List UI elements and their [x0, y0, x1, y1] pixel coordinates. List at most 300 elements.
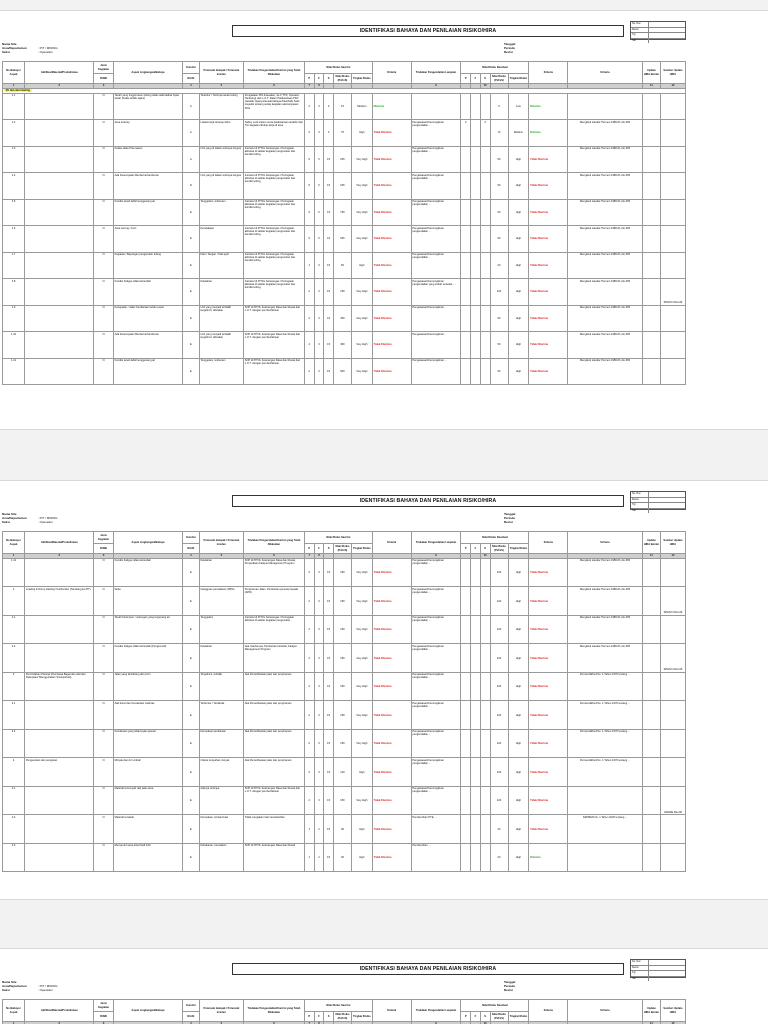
residual-s	[480, 615, 490, 644]
residual-f	[471, 786, 481, 815]
potential-impact: Kelelahan	[199, 279, 243, 306]
current-risk-value: 150	[333, 279, 351, 306]
potential-impact: Tenggelam, terbenam	[199, 199, 243, 226]
current-risk-value: 500	[333, 358, 351, 385]
residual-risk-value: 120	[490, 644, 508, 673]
residual-risk-value: 50	[490, 332, 508, 359]
existing-control: Instruksi di PITOL Keterangan / Peringatan aktivitas di sekitar kegiatan pengerukan dan kondisi tebing	[243, 146, 304, 173]
column-number: 5	[199, 1022, 243, 1024]
current-p: 2	[304, 729, 314, 758]
column-number: 12	[660, 554, 685, 559]
current-risk-value: 625	[333, 226, 351, 253]
document-meta-box: No. Doc Revisi Tgl. Hal	[630, 491, 686, 510]
current-s: 15	[324, 558, 334, 587]
col-header: F	[471, 544, 481, 554]
activity-cell	[25, 843, 94, 872]
current-criteria: Tidak Diterima	[372, 729, 411, 758]
current-s: 15	[324, 279, 334, 306]
document-meta-box: No. Doc Revisi Tgl. Hal	[630, 959, 686, 978]
residual-p	[461, 843, 471, 872]
current-risk-value: 75	[333, 120, 351, 147]
col-header: Aspek Lingkungan/Bahaya	[113, 532, 182, 554]
col-header: Nilai Risiko (PxFxS)	[490, 544, 508, 554]
current-risk-level: Very High	[351, 332, 372, 359]
col-header: P	[461, 74, 471, 84]
current-s: 15	[324, 786, 334, 815]
column-number: 5	[199, 554, 243, 559]
further-control: Pengawasan/Kemungkinan pengendalian ...	[411, 672, 461, 701]
hazard-row	[3, 332, 686, 359]
hazard-number: 1.8	[3, 279, 25, 306]
condition-cell: A	[183, 120, 200, 147]
residual-p	[461, 587, 471, 616]
hira-update	[642, 305, 660, 332]
further-control: Pengawasan/Kemungkinan pengendalian ...	[411, 226, 461, 253]
hazard-number: 1.6	[3, 226, 25, 253]
residual-risk-value: 50	[490, 173, 508, 200]
further-control: Pembersihan ...	[411, 843, 461, 872]
document-title: IDENTIFIKASI BAHAYA DAN PENILAIAN RISIKO/HIRA	[232, 495, 624, 507]
col-header: Potensial dampak / Potensial insiden	[199, 62, 243, 84]
current-p: 2	[304, 358, 314, 385]
current-s: 15	[324, 252, 334, 279]
further-control: Pengawasan/Kemungkinan ...	[411, 358, 461, 385]
residual-risk-level: High	[508, 146, 529, 173]
column-number: 1	[3, 1022, 25, 1024]
existing-control: Pengadaan PIN dirasakan, ALJ (TTR, Operator, Tambang) dari L.O.T. dalam Pelaksanaan PKP (setelah rapat potensial bahaya ditambah) hasil inspeksi tentang setiap kegiatan alat karyawan KKH	[243, 93, 304, 120]
residual-f	[471, 729, 481, 758]
col-header: Nilai Risiko Residual	[461, 62, 529, 74]
hazard-row	[3, 226, 686, 253]
col-header: Tindakan Pengendalian Lanjutan	[411, 62, 461, 84]
regulation-criteria	[568, 786, 643, 815]
col-header: P	[461, 544, 471, 554]
hazard-aspect: Kondisi Fatigue tidak terkendali	[113, 279, 182, 306]
condition-cell: E	[183, 332, 200, 359]
residual-risk-level: High	[508, 786, 529, 815]
hazard-row	[3, 587, 686, 616]
activity-cell	[25, 146, 94, 173]
col-header: Nilai Risiko (PxFxS)	[333, 74, 351, 84]
current-criteria: Tidak Diterima	[372, 615, 411, 644]
residual-s	[480, 786, 490, 815]
current-risk-value: 30	[333, 843, 351, 872]
hira-table	[2, 61, 686, 385]
condition-cell: E	[183, 843, 200, 872]
update-source	[660, 252, 685, 279]
hazard-row	[3, 93, 686, 120]
residual-risk-value: 20	[490, 815, 508, 844]
col-header: Jenis Kegiatan	[94, 62, 113, 74]
current-risk-value: 15	[333, 93, 351, 120]
residual-risk-value: 50	[490, 226, 508, 253]
document-page-3	[0, 948, 768, 1024]
current-s: 15	[324, 843, 334, 872]
current-p: 2	[304, 786, 314, 815]
current-f: 3	[314, 729, 324, 758]
hira-update	[642, 358, 660, 385]
regulation-criteria: Mengikuti standar Permen 1986-PL-No.456	[568, 120, 643, 147]
hazard-number: 3.1	[3, 701, 25, 730]
residual-risk-value: 60	[490, 199, 508, 226]
routine-cell: N	[94, 358, 113, 385]
hira-update	[642, 146, 660, 173]
residual-f	[471, 279, 481, 306]
current-f: 3	[314, 701, 324, 730]
update-source	[660, 120, 685, 147]
hira-update	[642, 226, 660, 253]
residual-risk-level: High	[508, 615, 529, 644]
residual-p	[461, 199, 471, 226]
activity-cell	[25, 786, 94, 815]
hazard-number: 1.9	[3, 305, 25, 332]
hira-update	[642, 758, 660, 787]
column-number: 1	[3, 554, 25, 559]
potential-impact: Tenggelam	[199, 615, 243, 644]
condition-cell: E	[183, 672, 200, 701]
regulation-criteria: Mengikuti standar Permen 1986-PL-No.456	[568, 252, 643, 279]
current-risk-level: Very High	[351, 615, 372, 644]
hazard-aspect: Kondisi Fatigue tidak terkendali (Pengemudi)	[113, 644, 182, 673]
current-f: 3	[314, 358, 324, 385]
potential-impact: Unit yang menjadi terbalik/ tergelincir, tabrakan	[199, 305, 243, 332]
residual-risk-value: 120	[490, 587, 508, 616]
current-s: 3	[324, 93, 334, 120]
regulation-criteria: Permendikbud No. 1 Tahun 1970 tentang ...	[568, 758, 643, 787]
current-s: 3	[324, 120, 334, 147]
col-header: Nilai Risiko (PxFxS)	[490, 1012, 508, 1022]
column-number: 10	[480, 1022, 490, 1024]
col-header: P	[461, 1012, 471, 1022]
col-header: R/N/E	[94, 544, 113, 554]
col-header: Nilai Risiko Residual	[461, 532, 529, 544]
potential-impact: Cidera tumpahan minyak	[199, 758, 243, 787]
further-control	[411, 93, 461, 120]
current-risk-level: Very High	[351, 701, 372, 730]
existing-control: Safety Lock sistem serta pelaksanaan terakhir dari Tim kegiatan ditutup kerja di area	[243, 120, 304, 147]
current-f: 3	[314, 305, 324, 332]
potential-impact: Terbentur / Tertabrak	[199, 701, 243, 730]
current-s: 15	[324, 226, 334, 253]
hira-update	[642, 252, 660, 279]
residual-criteria: Tidak Diterima	[529, 786, 568, 815]
activity-cell	[25, 729, 94, 758]
routine-cell: N	[94, 279, 113, 306]
hazard-row	[3, 701, 686, 730]
update-source	[660, 729, 685, 758]
condition-cell: E	[183, 729, 200, 758]
col-header: Tingkat Risiko	[508, 1012, 529, 1022]
potential-impact: Kecelakaan	[199, 226, 243, 253]
hazard-number: 2.1	[3, 615, 25, 644]
current-p: 5	[304, 146, 314, 173]
current-risk-level: Very High	[351, 558, 372, 587]
col-header: Jenis Kegiatan	[94, 532, 113, 544]
residual-p	[461, 279, 471, 306]
column-number: 4	[183, 84, 200, 89]
col-header: F	[314, 74, 324, 84]
update-source	[660, 615, 685, 644]
column-number: 6	[243, 1022, 304, 1024]
current-f: 2	[314, 843, 324, 872]
col-header: S	[480, 544, 490, 554]
current-criteria: Tidak Diterima	[372, 644, 411, 673]
residual-p	[461, 758, 471, 787]
regulation-criteria: Mengikuti standar Permen 1986-PL-No.456	[568, 358, 643, 385]
activity-cell	[25, 199, 94, 226]
hazard-row	[3, 758, 686, 787]
col-header: P	[304, 74, 314, 84]
residual-risk-value: 50	[490, 305, 508, 332]
current-p: 2	[304, 701, 314, 730]
current-p: 4	[304, 332, 314, 359]
condition-cell: E	[183, 587, 200, 616]
residual-risk-level: High	[508, 558, 529, 587]
col-header: Kriteria	[529, 1000, 568, 1022]
potential-impact: Unit yang di dalam tertimpa longsor	[199, 146, 243, 173]
residual-risk-level: Medium	[508, 120, 529, 147]
residual-f	[471, 173, 481, 200]
potential-impact: Unit yang di dalam tertimpa longsor	[199, 173, 243, 200]
current-s: 15	[324, 701, 334, 730]
col-header: Tingkat Risiko	[351, 544, 372, 554]
hazard-number: 1.11	[3, 358, 25, 385]
current-risk-value: 625	[333, 173, 351, 200]
hira-update	[642, 843, 660, 872]
condition-cell: E	[183, 701, 200, 730]
existing-control: Alat Pemeliharaan jalan dan penyiraman	[243, 701, 304, 730]
current-risk-level: Very High	[351, 279, 372, 306]
hazard-number: 2.2	[3, 644, 25, 673]
current-risk-value: 150	[333, 701, 351, 730]
condition-cell: E	[183, 305, 200, 332]
col-header: Aspek Lingkungan/Bahaya	[113, 1000, 182, 1022]
col-header: Kriteria	[529, 532, 568, 554]
residual-s	[480, 226, 490, 253]
potential-impact: Kaki / Tangan / Kaki jepit	[199, 252, 243, 279]
hira-update	[642, 279, 660, 306]
current-criteria: Tidak Diterima	[372, 279, 411, 306]
current-risk-level: High	[351, 815, 372, 844]
current-risk-level: Very High	[351, 199, 372, 226]
hazard-number: 2	[3, 587, 25, 616]
residual-risk-level: Low	[508, 93, 529, 120]
routine-cell: N	[94, 672, 113, 701]
residual-s	[480, 358, 490, 385]
potential-impact: Terkubur / Tertimpa tanah tebing	[199, 93, 243, 120]
col-header: Tindakan Pengendalian Lanjutan	[411, 532, 461, 554]
update-source	[660, 558, 685, 587]
condition-cell: E	[183, 644, 200, 673]
current-risk-value: 150	[333, 558, 351, 587]
current-p: 2	[304, 672, 314, 701]
col-header: Kondisi	[183, 532, 200, 544]
hazard-number: 1.5	[3, 199, 25, 226]
residual-risk-value: 20	[490, 252, 508, 279]
column-number: 4	[183, 554, 200, 559]
current-s: 15	[324, 587, 334, 616]
col-header: Nilai Risiko Saat Ini	[304, 532, 372, 544]
residual-f	[471, 701, 481, 730]
residual-risk-value: 50	[490, 146, 508, 173]
residual-risk-level: High	[508, 252, 529, 279]
hira-update	[642, 701, 660, 730]
activity-cell	[25, 173, 94, 200]
current-criteria: Tidak Diterima	[372, 305, 411, 332]
residual-criteria: Tidak Diterima	[529, 672, 568, 701]
current-criteria: Tidak Diterima	[372, 173, 411, 200]
condition-cell: N	[183, 173, 200, 200]
current-risk-value: 750	[333, 199, 351, 226]
hira-table	[2, 531, 686, 872]
hazard-row	[3, 173, 686, 200]
current-p: 2	[304, 587, 314, 616]
current-f: 3	[314, 758, 324, 787]
current-risk-value: 30	[333, 815, 351, 844]
condition-cell: E	[183, 786, 200, 815]
routine-cell: N	[94, 843, 113, 872]
col-header: No Bahaya / Aspek	[3, 62, 25, 84]
hazard-aspect: Ada Kesempatan Benda berhamburan	[113, 332, 182, 359]
residual-risk-level: High	[508, 815, 529, 844]
residual-criteria: Tidak Diterima	[529, 305, 568, 332]
column-number: 8	[314, 1022, 324, 1024]
document-right-meta: Tanggal Periode Revisi	[504, 512, 516, 525]
hazard-row	[3, 146, 686, 173]
col-header: Nilai Risiko Saat Ini	[304, 62, 372, 74]
existing-control: Alat Pemeliharaan jalan dan penyiraman	[243, 729, 304, 758]
residual-risk-level: High	[508, 758, 529, 787]
update-source	[660, 305, 685, 332]
hira-update	[642, 786, 660, 815]
existing-control: Alat Pemeliharaan jalan dan penyiraman	[243, 672, 304, 701]
hazard-row	[3, 199, 686, 226]
residual-criteria: Tidak Diterima	[529, 758, 568, 787]
hazard-row	[3, 672, 686, 701]
further-control: Pengawasan/Kemungkinan pengendalian ...	[411, 173, 461, 200]
update-source: SPA/KCI Rev.06	[660, 279, 685, 306]
current-risk-level: High	[351, 120, 372, 147]
col-header: Sumber Update HIRA	[660, 1000, 685, 1022]
column-number: 11	[642, 84, 660, 89]
hazard-row	[3, 815, 686, 844]
existing-control: Instruksi di PITOL Keterangan / Peringatan aktivitas di sekitar kegiatan pengerukan dan kondisi tebing	[243, 199, 304, 226]
col-header: Aktifitas/Material/Produk/Jasa	[25, 1000, 94, 1022]
current-criteria: Tidak Diterima	[372, 843, 411, 872]
hira-update	[642, 672, 660, 701]
current-risk-value: 150	[333, 615, 351, 644]
activity-cell	[25, 558, 94, 587]
routine-cell: N	[94, 199, 113, 226]
col-header: Update HIRA Bentar	[642, 62, 660, 84]
routine-cell: N	[94, 93, 113, 120]
column-number: 6	[243, 84, 304, 89]
current-s: 15	[324, 815, 334, 844]
hazard-number: 3.2	[3, 729, 25, 758]
col-header: Tindakan Pengendalian Lanjutan	[411, 1000, 461, 1022]
hazard-aspect: Kecepatan / Jalan Kendaraan terlalu cepat	[113, 305, 182, 332]
further-control: Pengawasan/Kemungkinan pengendalian ...	[411, 786, 461, 815]
routine-cell: N	[94, 305, 113, 332]
regulation-criteria: Mengikuti standar Permen 1986-PL-No.456	[568, 199, 643, 226]
col-header: Sumber Update HIRA	[660, 532, 685, 554]
current-risk-level: High	[351, 252, 372, 279]
column-number: 7	[304, 84, 314, 89]
hazard-row	[3, 786, 686, 815]
residual-f	[471, 226, 481, 253]
potential-impact: Kebakaran, kerusakan	[199, 843, 243, 872]
regulation-criteria	[568, 93, 643, 120]
residual-f	[471, 332, 481, 359]
routine-cell: N	[94, 558, 113, 587]
col-header: Nilai Risiko (PxFxS)	[333, 544, 351, 554]
hazard-number: 1.10	[3, 332, 25, 359]
routine-cell: N	[94, 701, 113, 730]
activity-cell	[25, 93, 94, 120]
further-control: Pengawasan/Kemungkinan pengendalian ...	[411, 587, 461, 616]
current-criteria: Diterima	[372, 93, 411, 120]
column-number: 12	[660, 1022, 685, 1024]
residual-risk-value: 120	[490, 729, 508, 758]
existing-control: Alat Pemeliharaan jalan dan penyiraman	[243, 758, 304, 787]
hazard-row	[3, 615, 686, 644]
col-header: Tindakan Pengendalian/Kontrol yang Telah Dilakukan	[243, 532, 304, 554]
residual-f	[471, 758, 481, 787]
routine-cell: N	[94, 786, 113, 815]
regulation-criteria: Mengikuti standar Permen 1986-PL-No.456	[568, 644, 643, 673]
update-source	[660, 173, 685, 200]
activity-cell: Pemindahan Pekerja (Pembawa Bagai dan alat dari Pekerjaan/ Menggunakan Transportasi)	[25, 672, 94, 701]
col-header: Aktifitas/Material/Produk/Jasa	[25, 532, 94, 554]
condition-cell: E	[183, 252, 200, 279]
current-f: 3	[314, 672, 324, 701]
current-p: 2	[304, 120, 314, 147]
col-header: Potensial dampak / Potensial insiden	[199, 532, 243, 554]
current-risk-value: 150	[333, 672, 351, 701]
residual-f	[471, 815, 481, 844]
routine-cell: N	[94, 615, 113, 644]
residual-criteria: Tidak Diterima	[529, 558, 568, 587]
residual-s	[480, 332, 490, 359]
col-header: R/N/E	[94, 74, 113, 84]
current-f: 5	[314, 199, 324, 226]
current-s: 15	[324, 758, 334, 787]
column-number: 7	[304, 1022, 314, 1024]
regulation-criteria: Mengikuti standar Permen 1986-PL-No.456	[568, 305, 643, 332]
residual-criteria: Tidak Diterima	[529, 332, 568, 359]
current-p: 1	[304, 815, 314, 844]
residual-risk-level: High	[508, 305, 529, 332]
activity-cell	[25, 305, 94, 332]
current-risk-value: 150	[333, 644, 351, 673]
current-criteria: Tidak Diterima	[372, 332, 411, 359]
hazard-row	[3, 305, 686, 332]
residual-criteria: Tidak Diterima	[529, 701, 568, 730]
hazard-aspect: Area Lereng / Licin	[113, 226, 182, 253]
residual-f	[471, 672, 481, 701]
residual-f	[471, 146, 481, 173]
activity-cell	[25, 120, 94, 147]
column-number: 9	[411, 84, 461, 89]
current-s: 15	[324, 173, 334, 200]
residual-s	[480, 199, 490, 226]
current-criteria: Tidak Diterima	[372, 226, 411, 253]
activity-cell: Loading & Dump Hauling Overburden (Tambang ke PIT)	[25, 587, 94, 616]
existing-control: Instruksi di PITOL Keterangan / Peringatan aktivitas di sekitar kegiatan pengerukan	[243, 615, 304, 644]
hazard-aspect: Material tertumpah dari jalan area	[113, 786, 182, 815]
col-header: No Bahaya / Aspek	[3, 532, 25, 554]
residual-p	[461, 226, 471, 253]
